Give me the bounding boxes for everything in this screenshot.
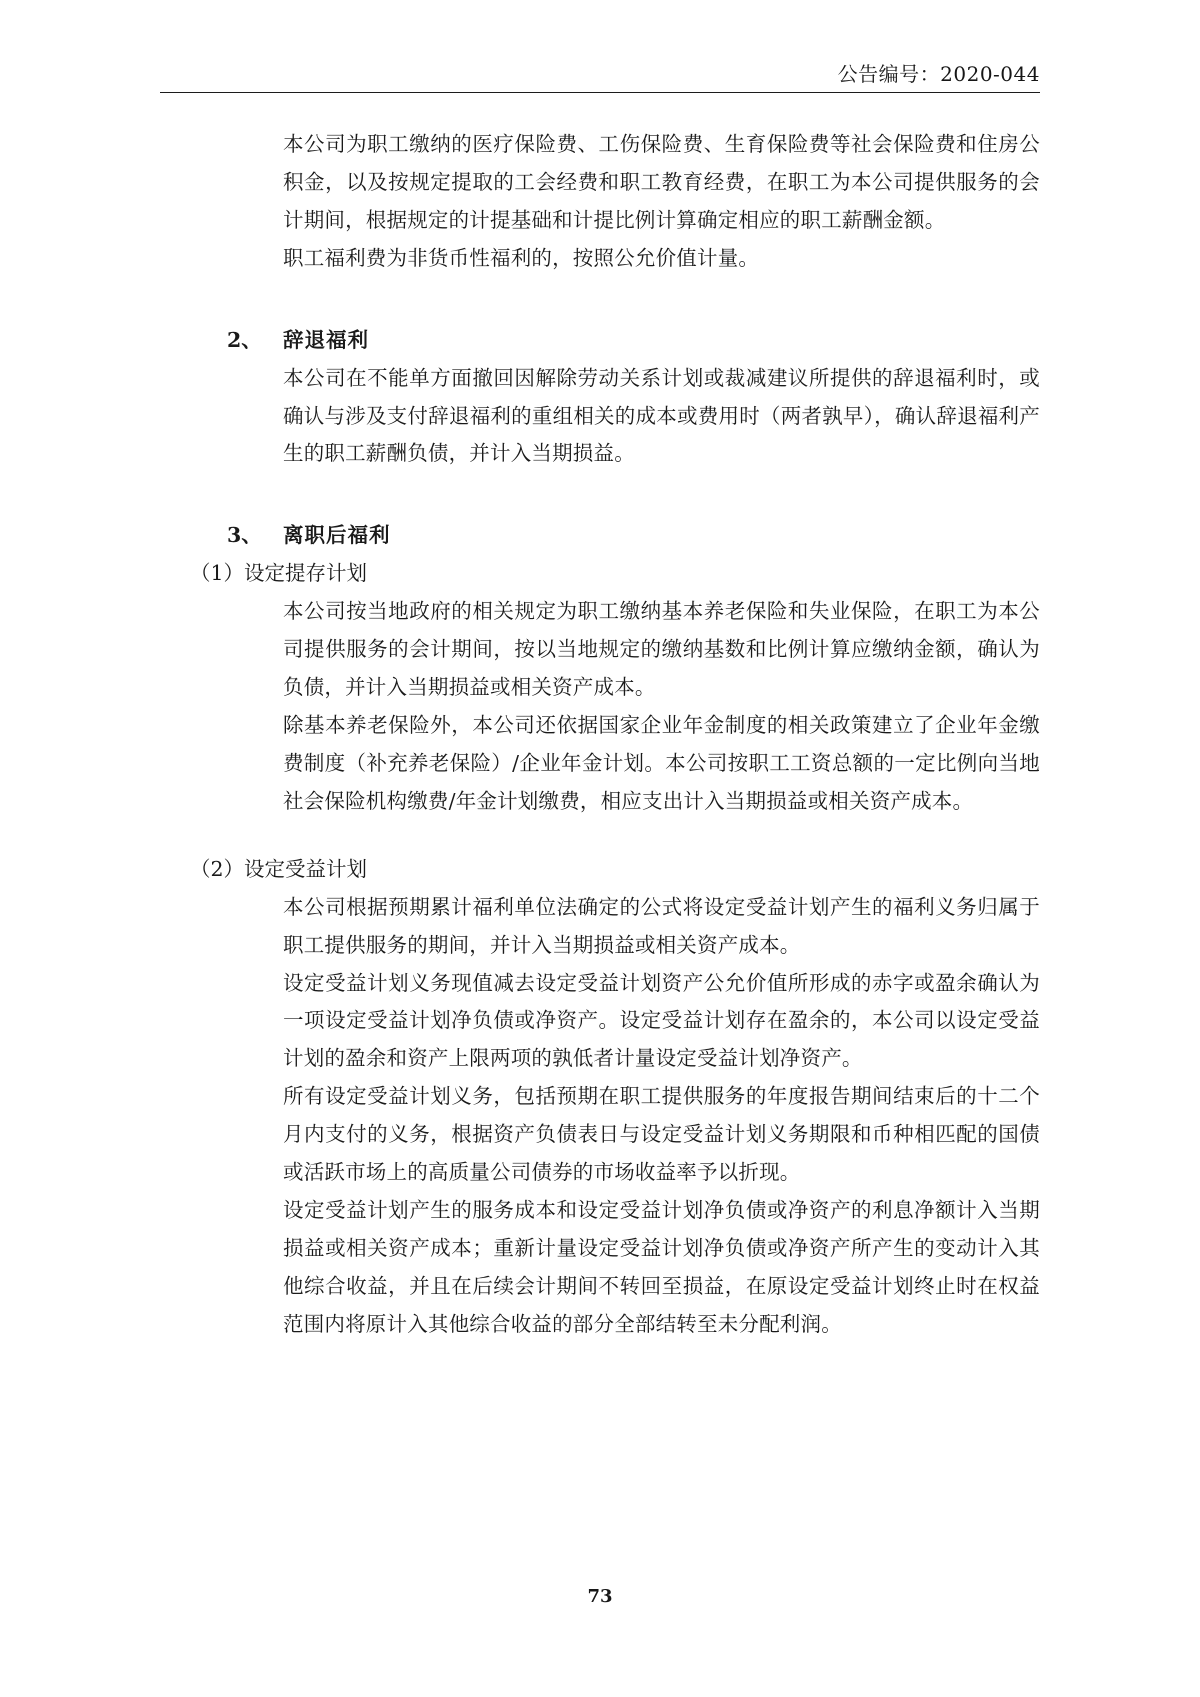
section-3-heading xyxy=(160,517,1040,555)
header-divider xyxy=(160,92,1040,93)
section-2-heading xyxy=(160,322,1040,360)
section-3-sub-1-paragraph-1: 本公司按当地政府的相关规定为职工缴纳基本养老保险和失业保险，在职工为本公司提供服务的会计期间，按以当地规定的缴纳基数和比例计算应缴纳金额，确认为负债，并计入当期损益或相关资产成本。 xyxy=(283,599,1040,700)
page-number-label: 73 xyxy=(587,1586,613,1607)
section-3-sub-1-paragraph-2: 除基本养老保险外，本公司还依据国家企业年金制度的相关政策建立了企业年金缴费制度（补充养老保险）/企业年金计划。本公司按职工工资总额的一定比例向当地社会保险机构缴费/年金计划缴费，相应支出计入当期损益或相关资产成本。 xyxy=(283,712,1040,813)
section-2-paragraph-1: 本公司在不能单方面撤回因解除劳动关系计划或裁减建议所提供的辞退福利时，或确认与涉及支付辞退福利的重组相关的成本或费用时（两者孰早），确认辞退福利产生的职工薪酬负债，并计入当期损益。 xyxy=(283,365,1040,466)
section-3-sub-1-label: （1）设定提存计划 xyxy=(190,561,368,586)
section-3-sub-2-paragraph-1: 本公司根据预期累计福利单位法确定的公式将设定受益计划产生的福利义务归属于职工提供服务的期间，并计入当期损益或相关资产成本。 xyxy=(283,894,1040,957)
notice-number-label: 公告编号：2020-044 xyxy=(837,62,1040,86)
spacer xyxy=(160,473,1040,517)
section-3-number: 3、 xyxy=(227,523,262,548)
spacer xyxy=(160,278,1040,322)
section-2-title: 辞退福利 xyxy=(283,327,369,352)
section-2-number: 2、 xyxy=(227,327,262,352)
intro-paragraph-2: 职工福利费为非货币性福利的，按照公允价值计量。 xyxy=(283,245,760,270)
spacer xyxy=(160,821,1040,851)
section-3-sub-2-paragraph-4: 设定受益计划产生的服务成本和设定受益计划净负债或净资产的利息净额计入当期损益或相关资产成本；重新计量设定受益计划净负债或净资产所产生的变动计入其他综合收益，并且在后续会计期间不转回至损益，在原设定受益计划终止时在权益范围内将原计入其他综合收益的部分全部结转至未分配利润。 xyxy=(283,1198,1040,1336)
section-3-sub-2-paragraph-3: 所有设定受益计划义务，包括预期在职工提供服务的年度报告期间结束后的十二个月内支付的义务，根据资产负债表日与设定受益计划义务期限和币种相匹配的国债或活跃市场上的高质量公司债券的市场收益率予以折现。 xyxy=(283,1084,1040,1185)
section-3-sub-2-paragraph-2: 设定受益计划义务现值减去设定受益计划资产公允价值所形成的赤字或盈余确认为一项设定受益计划净负债或净资产。设定受益计划存在盈余的，本公司以设定受益计划的盈余和资产上限两项的孰低者计量设定受益计划净资产。 xyxy=(283,970,1040,1071)
section-3-title: 离职后福利 xyxy=(283,523,391,548)
page-footer xyxy=(0,1586,1200,1607)
page-header xyxy=(160,58,1040,87)
intro-paragraph-1: 本公司为职工缴纳的医疗保险费、工伤保险费、生育保险费等社会保险费和住房公积金，以及按规定提取的工会经费和职工教育经费，在职工为本公司提供服务的会计期间，根据规定的计提基础和计提比例计算确定相应的职工薪酬金额。 xyxy=(283,132,1040,232)
document-body xyxy=(160,126,1040,1344)
section-3-sub-2-label: （2）设定受益计划 xyxy=(190,856,368,881)
